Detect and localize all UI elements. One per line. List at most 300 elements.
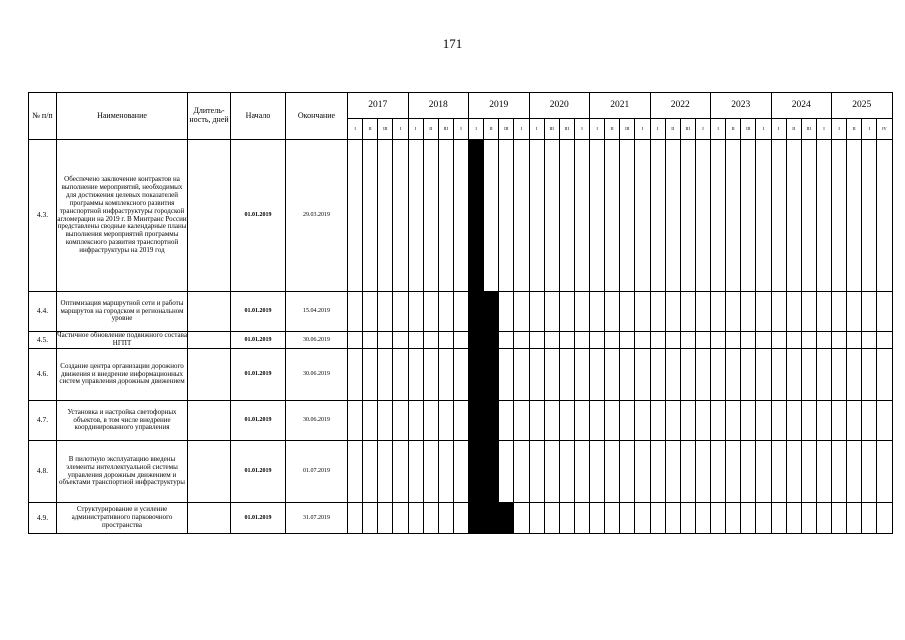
gantt-cell bbox=[559, 503, 574, 534]
quarter-header: I bbox=[771, 119, 786, 140]
row-end-date: 31.07.2019 bbox=[286, 503, 348, 534]
gantt-cell bbox=[590, 441, 605, 503]
gantt-cell bbox=[847, 503, 862, 534]
gantt-cell bbox=[741, 401, 756, 441]
gantt-cell bbox=[574, 349, 589, 401]
gantt-cell bbox=[816, 503, 831, 534]
gantt-cell bbox=[574, 332, 589, 349]
gantt-cell bbox=[741, 349, 756, 401]
gantt-cell bbox=[408, 401, 423, 441]
gantt-cell bbox=[726, 349, 741, 401]
gantt-cell bbox=[695, 292, 710, 332]
gantt-cell bbox=[801, 441, 816, 503]
gantt-cell bbox=[771, 401, 786, 441]
gantt-cell bbox=[620, 441, 635, 503]
gantt-table bbox=[28, 92, 893, 534]
gantt-cell bbox=[816, 401, 831, 441]
quarter-header: I bbox=[574, 119, 589, 140]
year-header: 2023 bbox=[711, 93, 772, 119]
gantt-cell bbox=[756, 441, 771, 503]
row-number: 4.5. bbox=[29, 332, 57, 349]
gantt-bar-cell bbox=[484, 503, 499, 534]
gantt-cell bbox=[499, 401, 514, 441]
gantt-cell bbox=[771, 292, 786, 332]
gantt-cell bbox=[363, 441, 378, 503]
gantt-cell bbox=[862, 441, 877, 503]
gantt-cell bbox=[801, 140, 816, 292]
gantt-cell bbox=[559, 349, 574, 401]
year-header: 2017 bbox=[348, 93, 409, 119]
gantt-cell bbox=[620, 332, 635, 349]
row-name: Установка и настройка светофорных объектов, в том числе внедрение координированного управления bbox=[57, 401, 188, 441]
row-name: Частичное обновление подвижного состава НГПТ bbox=[57, 331, 187, 347]
year-header: 2019 bbox=[469, 93, 530, 119]
gantt-cell bbox=[680, 332, 695, 349]
gantt-cell bbox=[756, 140, 771, 292]
header-no: № п/п bbox=[29, 93, 57, 140]
gantt-cell bbox=[393, 140, 408, 292]
gantt-cell bbox=[514, 349, 529, 401]
quarter-header: II bbox=[363, 119, 378, 140]
quarter-header: I bbox=[469, 119, 484, 140]
quarter-header: II bbox=[423, 119, 438, 140]
gantt-cell bbox=[695, 332, 710, 349]
gantt-cell bbox=[378, 349, 393, 401]
gantt-cell bbox=[665, 292, 680, 332]
gantt-cell bbox=[711, 292, 726, 332]
header-name: Наименование bbox=[57, 93, 188, 140]
gantt-cell bbox=[680, 349, 695, 401]
gantt-cell bbox=[408, 332, 423, 349]
quarter-header: II bbox=[786, 119, 801, 140]
gantt-cell bbox=[378, 441, 393, 503]
gantt-bar-cell bbox=[469, 332, 484, 349]
quarter-header: III bbox=[680, 119, 695, 140]
table-row bbox=[29, 441, 893, 503]
gantt-cell bbox=[348, 503, 363, 534]
gantt-cell bbox=[695, 401, 710, 441]
table-row bbox=[29, 140, 893, 292]
gantt-cell bbox=[544, 332, 559, 349]
gantt-cell bbox=[786, 332, 801, 349]
gantt-cell bbox=[559, 441, 574, 503]
gantt-cell bbox=[832, 140, 847, 292]
quarter-header: I bbox=[635, 119, 650, 140]
gantt-cell bbox=[877, 441, 892, 503]
gantt-cell bbox=[423, 140, 438, 292]
gantt-cell bbox=[726, 441, 741, 503]
gantt-cell bbox=[453, 332, 468, 349]
gantt-cell bbox=[544, 441, 559, 503]
table-row bbox=[29, 401, 893, 441]
gantt-bar-cell bbox=[469, 401, 484, 441]
gantt-cell bbox=[544, 292, 559, 332]
quarter-header: I bbox=[393, 119, 408, 140]
gantt-bar-cell bbox=[484, 441, 499, 503]
gantt-cell bbox=[650, 441, 665, 503]
row-end-date: 29.03.2019 bbox=[286, 140, 348, 292]
gantt-cell bbox=[438, 441, 453, 503]
quarter-header: III bbox=[559, 119, 574, 140]
gantt-cell bbox=[484, 140, 499, 292]
gantt-cell bbox=[650, 349, 665, 401]
quarter-header: I bbox=[408, 119, 423, 140]
gantt-bar-cell bbox=[484, 332, 499, 349]
quarter-header: II bbox=[726, 119, 741, 140]
gantt-cell bbox=[635, 140, 650, 292]
gantt-cell bbox=[453, 441, 468, 503]
row-name: Оптимизация маршрутной сети и работы маршрутов на городском и региональном уровне bbox=[57, 292, 188, 332]
gantt-cell bbox=[574, 441, 589, 503]
gantt-cell bbox=[590, 140, 605, 292]
table-row bbox=[29, 503, 893, 534]
gantt-cell bbox=[832, 349, 847, 401]
gantt-cell bbox=[348, 441, 363, 503]
gantt-cell bbox=[726, 503, 741, 534]
gantt-cell bbox=[786, 503, 801, 534]
gantt-cell bbox=[801, 503, 816, 534]
gantt-cell bbox=[393, 401, 408, 441]
gantt-cell bbox=[635, 441, 650, 503]
gantt-cell bbox=[771, 441, 786, 503]
row-start-date: 01.01.2019 bbox=[231, 441, 286, 503]
gantt-cell bbox=[680, 441, 695, 503]
gantt-cell bbox=[453, 503, 468, 534]
gantt-cell bbox=[711, 503, 726, 534]
gantt-cell bbox=[559, 401, 574, 441]
gantt-cell bbox=[620, 401, 635, 441]
gantt-cell bbox=[847, 292, 862, 332]
row-number: 4.7. bbox=[29, 401, 57, 441]
quarter-header: II bbox=[847, 119, 862, 140]
year-header: 2022 bbox=[650, 93, 711, 119]
gantt-cell bbox=[514, 292, 529, 332]
gantt-bar-cell bbox=[484, 292, 499, 332]
gantt-cell bbox=[771, 332, 786, 349]
gantt-cell bbox=[393, 332, 408, 349]
gantt-cell bbox=[378, 332, 393, 349]
quarter-header: III bbox=[438, 119, 453, 140]
quarter-header: III bbox=[378, 119, 393, 140]
row-number: 4.6. bbox=[29, 349, 57, 401]
gantt-cell bbox=[438, 401, 453, 441]
gantt-bar-cell bbox=[469, 140, 484, 292]
gantt-cell bbox=[423, 401, 438, 441]
gantt-cell bbox=[590, 503, 605, 534]
row-start-date: 01.01.2019 bbox=[231, 292, 286, 332]
row-name: В пилотную эксплуатацию введены элементы интеллектуальной системы управления дорожным движением и объектами транспортной инфраструктуры bbox=[57, 441, 188, 503]
gantt-cell bbox=[741, 332, 756, 349]
gantt-cell bbox=[559, 332, 574, 349]
gantt-cell bbox=[605, 140, 620, 292]
header-duration: Длитель-ность, дней bbox=[188, 93, 231, 140]
row-start-date: 01.01.2019 bbox=[231, 401, 286, 441]
gantt-cell bbox=[544, 140, 559, 292]
gantt-cell bbox=[574, 140, 589, 292]
row-number: 4.4. bbox=[29, 292, 57, 332]
gantt-cell bbox=[877, 401, 892, 441]
gantt-cell bbox=[378, 503, 393, 534]
gantt-cell bbox=[786, 140, 801, 292]
quarter-header: I bbox=[590, 119, 605, 140]
header-start: Начало bbox=[231, 93, 286, 140]
gantt-cell bbox=[438, 140, 453, 292]
gantt-cell bbox=[665, 441, 680, 503]
quarter-header: I bbox=[514, 119, 529, 140]
gantt-cell bbox=[711, 441, 726, 503]
gantt-cell bbox=[574, 503, 589, 534]
gantt-cell bbox=[348, 292, 363, 332]
gantt-cell bbox=[741, 503, 756, 534]
gantt-cell bbox=[529, 401, 544, 441]
gantt-cell bbox=[862, 332, 877, 349]
gantt-cell bbox=[514, 503, 529, 534]
gantt-cell bbox=[877, 349, 892, 401]
gantt-cell bbox=[665, 140, 680, 292]
quarter-header: III bbox=[620, 119, 635, 140]
row-start-date: 01.01.2019 bbox=[231, 503, 286, 534]
gantt-cell bbox=[786, 401, 801, 441]
quarter-header: II bbox=[484, 119, 499, 140]
gantt-cell bbox=[756, 503, 771, 534]
gantt-cell bbox=[363, 140, 378, 292]
gantt-cell bbox=[393, 349, 408, 401]
gantt-cell bbox=[695, 140, 710, 292]
year-header: 2018 bbox=[408, 93, 469, 119]
gantt-cell bbox=[832, 332, 847, 349]
gantt-cell bbox=[605, 441, 620, 503]
gantt-cell bbox=[453, 140, 468, 292]
gantt-cell bbox=[453, 401, 468, 441]
year-header: 2024 bbox=[771, 93, 832, 119]
gantt-cell bbox=[786, 349, 801, 401]
gantt-cell bbox=[801, 332, 816, 349]
gantt-cell bbox=[423, 332, 438, 349]
gantt-cell bbox=[363, 332, 378, 349]
gantt-cell bbox=[877, 503, 892, 534]
gantt-cell bbox=[665, 349, 680, 401]
quarter-header: I bbox=[348, 119, 363, 140]
gantt-cell bbox=[665, 332, 680, 349]
gantt-cell bbox=[756, 349, 771, 401]
gantt-cell bbox=[438, 292, 453, 332]
quarter-header: III bbox=[544, 119, 559, 140]
gantt-cell bbox=[393, 503, 408, 534]
header-end: Окончание bbox=[286, 93, 348, 140]
row-start-date: 01.01.2019 bbox=[231, 349, 286, 401]
year-header: 2025 bbox=[832, 93, 893, 119]
row-duration bbox=[188, 292, 231, 332]
gantt-cell bbox=[832, 292, 847, 332]
gantt-cell bbox=[711, 401, 726, 441]
row-duration bbox=[188, 441, 231, 503]
gantt-cell bbox=[529, 140, 544, 292]
gantt-cell bbox=[438, 503, 453, 534]
gantt-cell bbox=[756, 332, 771, 349]
table-row bbox=[29, 292, 893, 332]
gantt-cell bbox=[620, 292, 635, 332]
gantt-cell bbox=[514, 441, 529, 503]
gantt-cell bbox=[559, 292, 574, 332]
gantt-cell bbox=[514, 401, 529, 441]
row-end-date: 30.06.2019 bbox=[286, 349, 348, 401]
gantt-cell bbox=[862, 349, 877, 401]
gantt-cell bbox=[574, 292, 589, 332]
gantt-cell bbox=[862, 401, 877, 441]
gantt-cell bbox=[378, 140, 393, 292]
year-header: 2020 bbox=[529, 93, 590, 119]
row-name: Структурирование и усиление административного парковочного пространства bbox=[57, 503, 188, 534]
gantt-cell bbox=[544, 503, 559, 534]
gantt-cell bbox=[695, 503, 710, 534]
quarter-header: I bbox=[529, 119, 544, 140]
gantt-cell bbox=[862, 292, 877, 332]
gantt-cell bbox=[348, 401, 363, 441]
gantt-bar-cell bbox=[469, 292, 484, 332]
quarter-header: I bbox=[453, 119, 468, 140]
gantt-cell bbox=[680, 140, 695, 292]
gantt-cell bbox=[423, 441, 438, 503]
gantt-cell bbox=[605, 503, 620, 534]
gantt-cell bbox=[650, 332, 665, 349]
row-duration bbox=[188, 140, 231, 292]
row-number: 4.9. bbox=[29, 503, 57, 534]
gantt-cell bbox=[756, 292, 771, 332]
gantt-cell bbox=[832, 503, 847, 534]
gantt-cell bbox=[605, 349, 620, 401]
gantt-cell bbox=[605, 401, 620, 441]
gantt-cell bbox=[620, 140, 635, 292]
gantt-cell bbox=[847, 332, 862, 349]
gantt-cell bbox=[423, 292, 438, 332]
row-number: 4.8. bbox=[29, 441, 57, 503]
page-number: 171 bbox=[442, 36, 463, 51]
gantt-cell bbox=[499, 332, 514, 349]
gantt-cell bbox=[363, 292, 378, 332]
gantt-cell bbox=[529, 441, 544, 503]
gantt-cell bbox=[711, 140, 726, 292]
gantt-cell bbox=[393, 292, 408, 332]
gantt-cell bbox=[544, 349, 559, 401]
gantt-cell bbox=[816, 292, 831, 332]
gantt-cell bbox=[438, 332, 453, 349]
gantt-cell bbox=[605, 292, 620, 332]
gantt-cell bbox=[832, 401, 847, 441]
row-end-date: 01.07.2019 bbox=[286, 441, 348, 503]
quarter-header: IV bbox=[877, 119, 892, 140]
gantt-cell bbox=[514, 332, 529, 349]
gantt-cell bbox=[786, 441, 801, 503]
quarter-header: II bbox=[665, 119, 680, 140]
gantt-cell bbox=[590, 401, 605, 441]
quarter-header: I bbox=[695, 119, 710, 140]
gantt-bar-cell bbox=[469, 349, 484, 401]
gantt-cell bbox=[423, 349, 438, 401]
gantt-cell bbox=[847, 441, 862, 503]
gantt-cell bbox=[771, 140, 786, 292]
gantt-cell bbox=[665, 503, 680, 534]
gantt-bar-cell bbox=[469, 441, 484, 503]
gantt-cell bbox=[741, 140, 756, 292]
gantt-cell bbox=[393, 441, 408, 503]
quarter-header: I bbox=[650, 119, 665, 140]
gantt-cell bbox=[711, 332, 726, 349]
gantt-cell bbox=[590, 332, 605, 349]
gantt-cell bbox=[363, 349, 378, 401]
gantt-cell bbox=[408, 441, 423, 503]
gantt-cell bbox=[499, 140, 514, 292]
gantt-cell bbox=[877, 140, 892, 292]
row-number: 4.3. bbox=[29, 140, 57, 292]
gantt-cell bbox=[635, 292, 650, 332]
gantt-cell bbox=[756, 401, 771, 441]
quarter-header: I bbox=[816, 119, 831, 140]
row-duration bbox=[188, 401, 231, 441]
gantt-bar-cell bbox=[499, 503, 514, 534]
gantt-cell bbox=[635, 349, 650, 401]
gantt-cell bbox=[877, 292, 892, 332]
gantt-cell bbox=[726, 140, 741, 292]
gantt-cell bbox=[408, 503, 423, 534]
quarter-header: I bbox=[862, 119, 877, 140]
gantt-cell bbox=[695, 441, 710, 503]
gantt-cell bbox=[680, 292, 695, 332]
gantt-cell bbox=[771, 349, 786, 401]
gantt-cell bbox=[499, 292, 514, 332]
gantt-cell bbox=[378, 292, 393, 332]
gantt-cell bbox=[559, 140, 574, 292]
gantt-cell bbox=[801, 292, 816, 332]
gantt-cell bbox=[514, 140, 529, 292]
gantt-bar-cell bbox=[484, 349, 499, 401]
gantt-cell bbox=[726, 332, 741, 349]
year-header: 2021 bbox=[590, 93, 651, 119]
gantt-cell bbox=[635, 332, 650, 349]
gantt-cell bbox=[816, 441, 831, 503]
gantt-cell bbox=[408, 140, 423, 292]
gantt-cell bbox=[423, 503, 438, 534]
gantt-cell bbox=[741, 292, 756, 332]
gantt-cell bbox=[695, 349, 710, 401]
gantt-cell bbox=[801, 401, 816, 441]
gantt-cell bbox=[408, 349, 423, 401]
row-end-date: 15.04.2019 bbox=[286, 292, 348, 332]
gantt-cell bbox=[544, 401, 559, 441]
gantt-cell bbox=[529, 292, 544, 332]
gantt-cell bbox=[711, 349, 726, 401]
gantt-cell bbox=[847, 140, 862, 292]
quarter-header: I bbox=[756, 119, 771, 140]
quarter-header: III bbox=[801, 119, 816, 140]
row-duration bbox=[188, 332, 231, 349]
quarter-header: I bbox=[832, 119, 847, 140]
gantt-cell bbox=[499, 441, 514, 503]
gantt-cell bbox=[665, 401, 680, 441]
gantt-cell bbox=[847, 349, 862, 401]
gantt-cell bbox=[590, 292, 605, 332]
gantt-cell bbox=[847, 401, 862, 441]
gantt-cell bbox=[816, 140, 831, 292]
gantt-bar-cell bbox=[484, 401, 499, 441]
row-name: Создание центра организации дорожного движения и внедрение информационных систем управления дорожным движением bbox=[57, 349, 188, 401]
gantt-cell bbox=[816, 332, 831, 349]
gantt-bar-cell bbox=[469, 503, 484, 534]
gantt-cell bbox=[635, 401, 650, 441]
gantt-cell bbox=[348, 349, 363, 401]
gantt-cell bbox=[650, 503, 665, 534]
gantt-cell bbox=[348, 140, 363, 292]
quarter-header: II bbox=[605, 119, 620, 140]
